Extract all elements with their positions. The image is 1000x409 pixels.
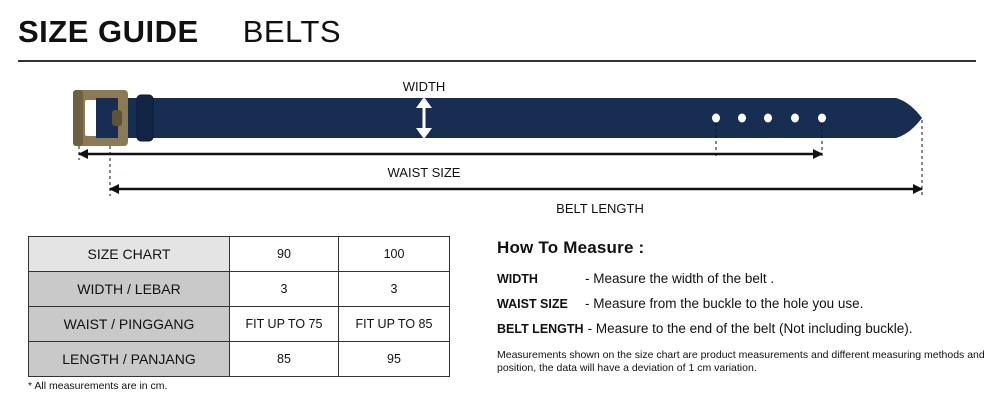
cell-value: FIT UP TO 85 — [339, 307, 450, 342]
measure-item — [497, 266, 992, 291]
row-label: LENGTH / PANJANG — [29, 342, 230, 377]
cell-value: 3 — [230, 272, 339, 307]
page-title — [18, 14, 341, 54]
measure-term: WAIST SIZE — [497, 296, 568, 311]
table-header-label: SIZE CHART — [29, 237, 230, 272]
width-label: WIDTH — [402, 79, 446, 94]
cell-value: 3 — [339, 272, 450, 307]
table-header-row — [29, 237, 450, 272]
measurement-note: Measurements shown on the size chart are product measurements and different measuring methods and position, the data will have a deviation of 1 cm variation. — [497, 349, 985, 374]
table-header-size-90: 90 — [230, 237, 339, 272]
table-row — [29, 307, 450, 342]
measure-desc: - Measure the width of the belt . — [585, 271, 775, 286]
how-to-measure-section — [497, 238, 992, 375]
belt-diagram — [0, 62, 1000, 222]
title-size-guide: SIZE GUIDE — [18, 14, 199, 49]
how-to-measure-title: How To Measure : — [497, 238, 645, 257]
belt-length-label: BELT LENGTH — [556, 201, 644, 216]
belt-hole — [764, 114, 772, 123]
cell-value: 85 — [230, 342, 339, 377]
belt-hole — [712, 114, 720, 123]
belt-hole — [818, 114, 826, 123]
measure-item — [497, 291, 992, 316]
table-row — [29, 272, 450, 307]
cell-value: FIT UP TO 75 — [230, 307, 339, 342]
table-row — [29, 342, 450, 377]
measure-desc: - Measure from the buckle to the hole you use. — [585, 296, 864, 311]
buckle-icon — [73, 90, 128, 146]
row-label: WAIST / PINGGANG — [29, 307, 230, 342]
belt-hole — [738, 114, 746, 123]
size-chart-table — [28, 236, 450, 377]
measure-term: BELT LENGTH — [497, 321, 584, 336]
waist-size-label: WAIST SIZE — [387, 165, 461, 180]
measure-item — [497, 316, 992, 341]
measure-desc: - Measure to the end of the belt (Not including buckle). — [587, 321, 913, 336]
measurement-footnote: * All measurements are in cm. — [28, 380, 168, 392]
belt-hole — [791, 114, 799, 123]
cell-value: 95 — [339, 342, 450, 377]
row-label: WIDTH / LEBAR — [29, 272, 230, 307]
belt-keeper — [137, 95, 153, 141]
measure-term: WIDTH — [497, 271, 538, 286]
title-category: BELTS — [242, 14, 342, 49]
table-header-size-100: 100 — [339, 237, 450, 272]
